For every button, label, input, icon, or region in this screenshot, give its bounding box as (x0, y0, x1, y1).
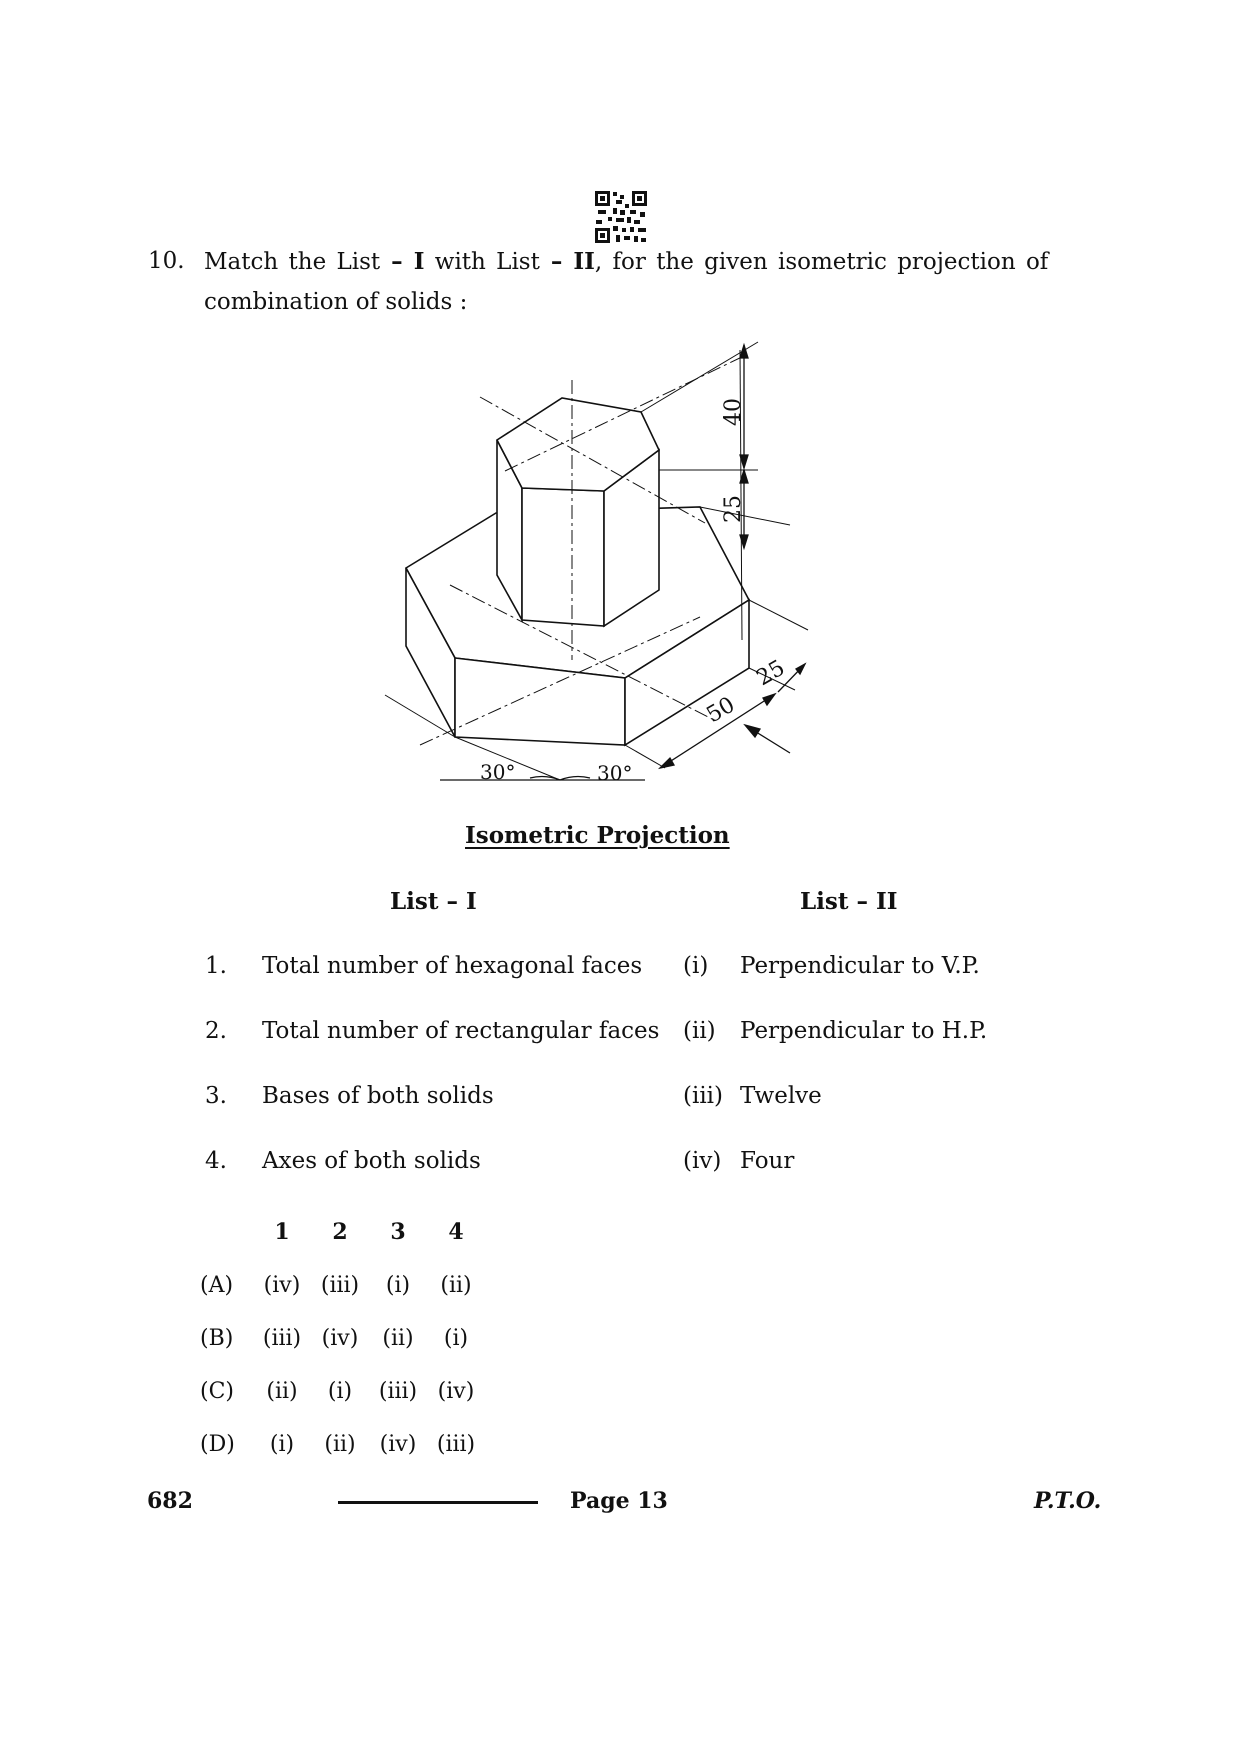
angle-text-left: 30° (480, 760, 516, 784)
list2-item-text: Perpendicular to V.P. (740, 953, 980, 979)
question-list2-ref: II (573, 248, 595, 275)
option-label: (C) (200, 1379, 234, 1404)
question-dash: – (380, 248, 414, 275)
option-value: (iii) (378, 1379, 418, 1404)
option-label: (A) (200, 1273, 234, 1298)
option-value: (ii) (382, 1326, 414, 1351)
question-text-part: Match the List (204, 249, 381, 275)
list1-item-text: Bases of both solids (262, 1083, 494, 1109)
arrowhead (763, 694, 775, 705)
question-dash: – (539, 248, 574, 275)
question-text-part: with List (424, 249, 540, 275)
option-value: (i) (269, 1432, 295, 1457)
option-value: (i) (327, 1379, 353, 1404)
option-label: (D) (200, 1432, 235, 1457)
paper-code: 682 (147, 1488, 193, 1514)
list1-item-text: Total number of rectangular faces (262, 1018, 660, 1044)
option-value: (ii) (440, 1273, 472, 1298)
qr-code (594, 190, 648, 244)
angle-text-right: 30° (597, 761, 633, 785)
list2-item-num: (iii) (683, 1083, 724, 1109)
option-value: (ii) (266, 1379, 298, 1404)
option-label: (B) (200, 1326, 234, 1351)
option-row-c[interactable] (200, 1365, 485, 1418)
option-row-d[interactable] (200, 1418, 485, 1471)
list1-item-text: Axes of both solids (262, 1148, 481, 1174)
dim-text-25-vertical: 25 (721, 495, 746, 523)
list2-item-num: (i) (683, 953, 709, 979)
list1-item-num: 1. (205, 953, 227, 979)
options-header: 4 (448, 1219, 464, 1245)
list2-item-text: Twelve (740, 1083, 822, 1109)
option-value: (iv) (321, 1326, 359, 1351)
question-text-line2: combination of solids : (204, 289, 468, 315)
option-value: (iii) (436, 1432, 476, 1457)
page-number: Page 13 (570, 1488, 668, 1514)
question-text-line1 (204, 241, 1054, 283)
option-value: (iii) (320, 1273, 360, 1298)
question-text-part: , for the given isometric projection of (594, 249, 1049, 275)
options-header: 1 (274, 1219, 290, 1245)
options-header: 2 (332, 1219, 348, 1245)
option-value: (iv) (263, 1273, 301, 1298)
option-value: (i) (385, 1273, 411, 1298)
options-header-row (200, 1205, 485, 1259)
list2-item-num: (iv) (683, 1148, 722, 1174)
options-table (200, 1205, 485, 1471)
dim-text-40: 40 (721, 398, 746, 426)
qr-code-graphic (594, 190, 648, 244)
upper-front-face (522, 488, 604, 626)
option-row-b[interactable] (200, 1312, 485, 1365)
arrowhead (660, 758, 674, 768)
option-value: (ii) (324, 1432, 356, 1457)
list1-item-text: Total number of hexagonal faces (262, 953, 643, 979)
list2-item-text: Perpendicular to H.P. (740, 1018, 988, 1044)
option-value: (iv) (379, 1432, 417, 1457)
option-row-a[interactable] (200, 1259, 485, 1312)
list1-item-num: 2. (205, 1018, 227, 1044)
list2-item-text: Four (740, 1148, 795, 1174)
extension-line (749, 600, 808, 630)
footer-rule (338, 1501, 538, 1504)
question-number: 10. (148, 248, 185, 274)
list2-header: List – II (800, 888, 898, 915)
option-value: (iii) (262, 1326, 302, 1351)
dim-text-50: 50 (702, 692, 740, 729)
options-header: 3 (390, 1219, 406, 1245)
list2-item-num: (ii) (683, 1018, 716, 1044)
figure-caption: Isometric Projection (465, 822, 730, 849)
question-list1-ref: I (413, 248, 425, 275)
viewing-arrowhead (745, 725, 760, 737)
list1-item-num: 4. (205, 1148, 227, 1174)
list1-item-num: 3. (205, 1083, 227, 1109)
option-value: (iv) (437, 1379, 475, 1404)
option-value: (i) (443, 1326, 469, 1351)
list1-header: List – I (390, 888, 477, 915)
isometric-figure (380, 330, 820, 800)
dim-text-25-depth: 25 (752, 655, 790, 692)
pto-text: P.T.O. (1034, 1488, 1102, 1514)
